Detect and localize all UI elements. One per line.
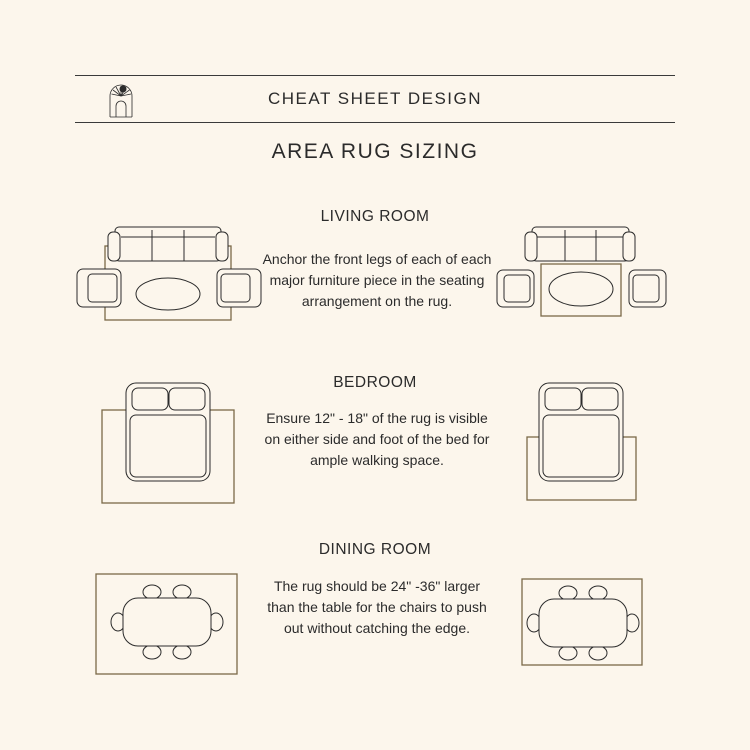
dining-set-icon [111, 585, 223, 659]
bottom-rule [75, 122, 675, 123]
living-room-small-rug-diagram [495, 222, 680, 322]
sofa-icon [108, 227, 228, 261]
bedroom-small-rug-diagram [525, 380, 640, 505]
bedroom-title: BEDROOM [333, 374, 417, 391]
coffee-table-icon [136, 278, 200, 310]
armchair-right-icon [217, 269, 261, 307]
armchair-left-icon [497, 270, 534, 307]
brand-name: CHEAT SHEET DESIGN [267, 89, 483, 108]
coffee-table-icon [549, 272, 613, 306]
dining-room-large-rug-diagram [95, 572, 240, 677]
bed-icon [539, 383, 623, 481]
living-room-description: Anchor the front legs of each of each major furniture piece in the seating arrangement on the rug. [262, 251, 492, 309]
living-room-large-rug-diagram [75, 222, 260, 322]
living-room-title: LIVING ROOM [320, 208, 430, 225]
armchair-right-icon [629, 270, 666, 307]
dining-room-description: The rug should be 24" -36" larger than the table for the chairs to push out without catching the edge. [267, 578, 487, 636]
bed-icon [126, 383, 210, 481]
sofa-icon [525, 227, 635, 261]
armchair-left-icon [77, 269, 121, 307]
page-title: AREA RUG SIZING [271, 140, 479, 163]
dining-room-title: DINING ROOM [318, 541, 432, 558]
brand-header [75, 76, 675, 122]
dining-room-small-rug-diagram [520, 577, 645, 667]
dining-set-icon [527, 586, 639, 660]
bedroom-description: Ensure 12" - 18" of the rug is visible on either side and foot of the bed for ample walking space. [264, 410, 490, 468]
bedroom-large-rug-diagram [100, 380, 240, 505]
